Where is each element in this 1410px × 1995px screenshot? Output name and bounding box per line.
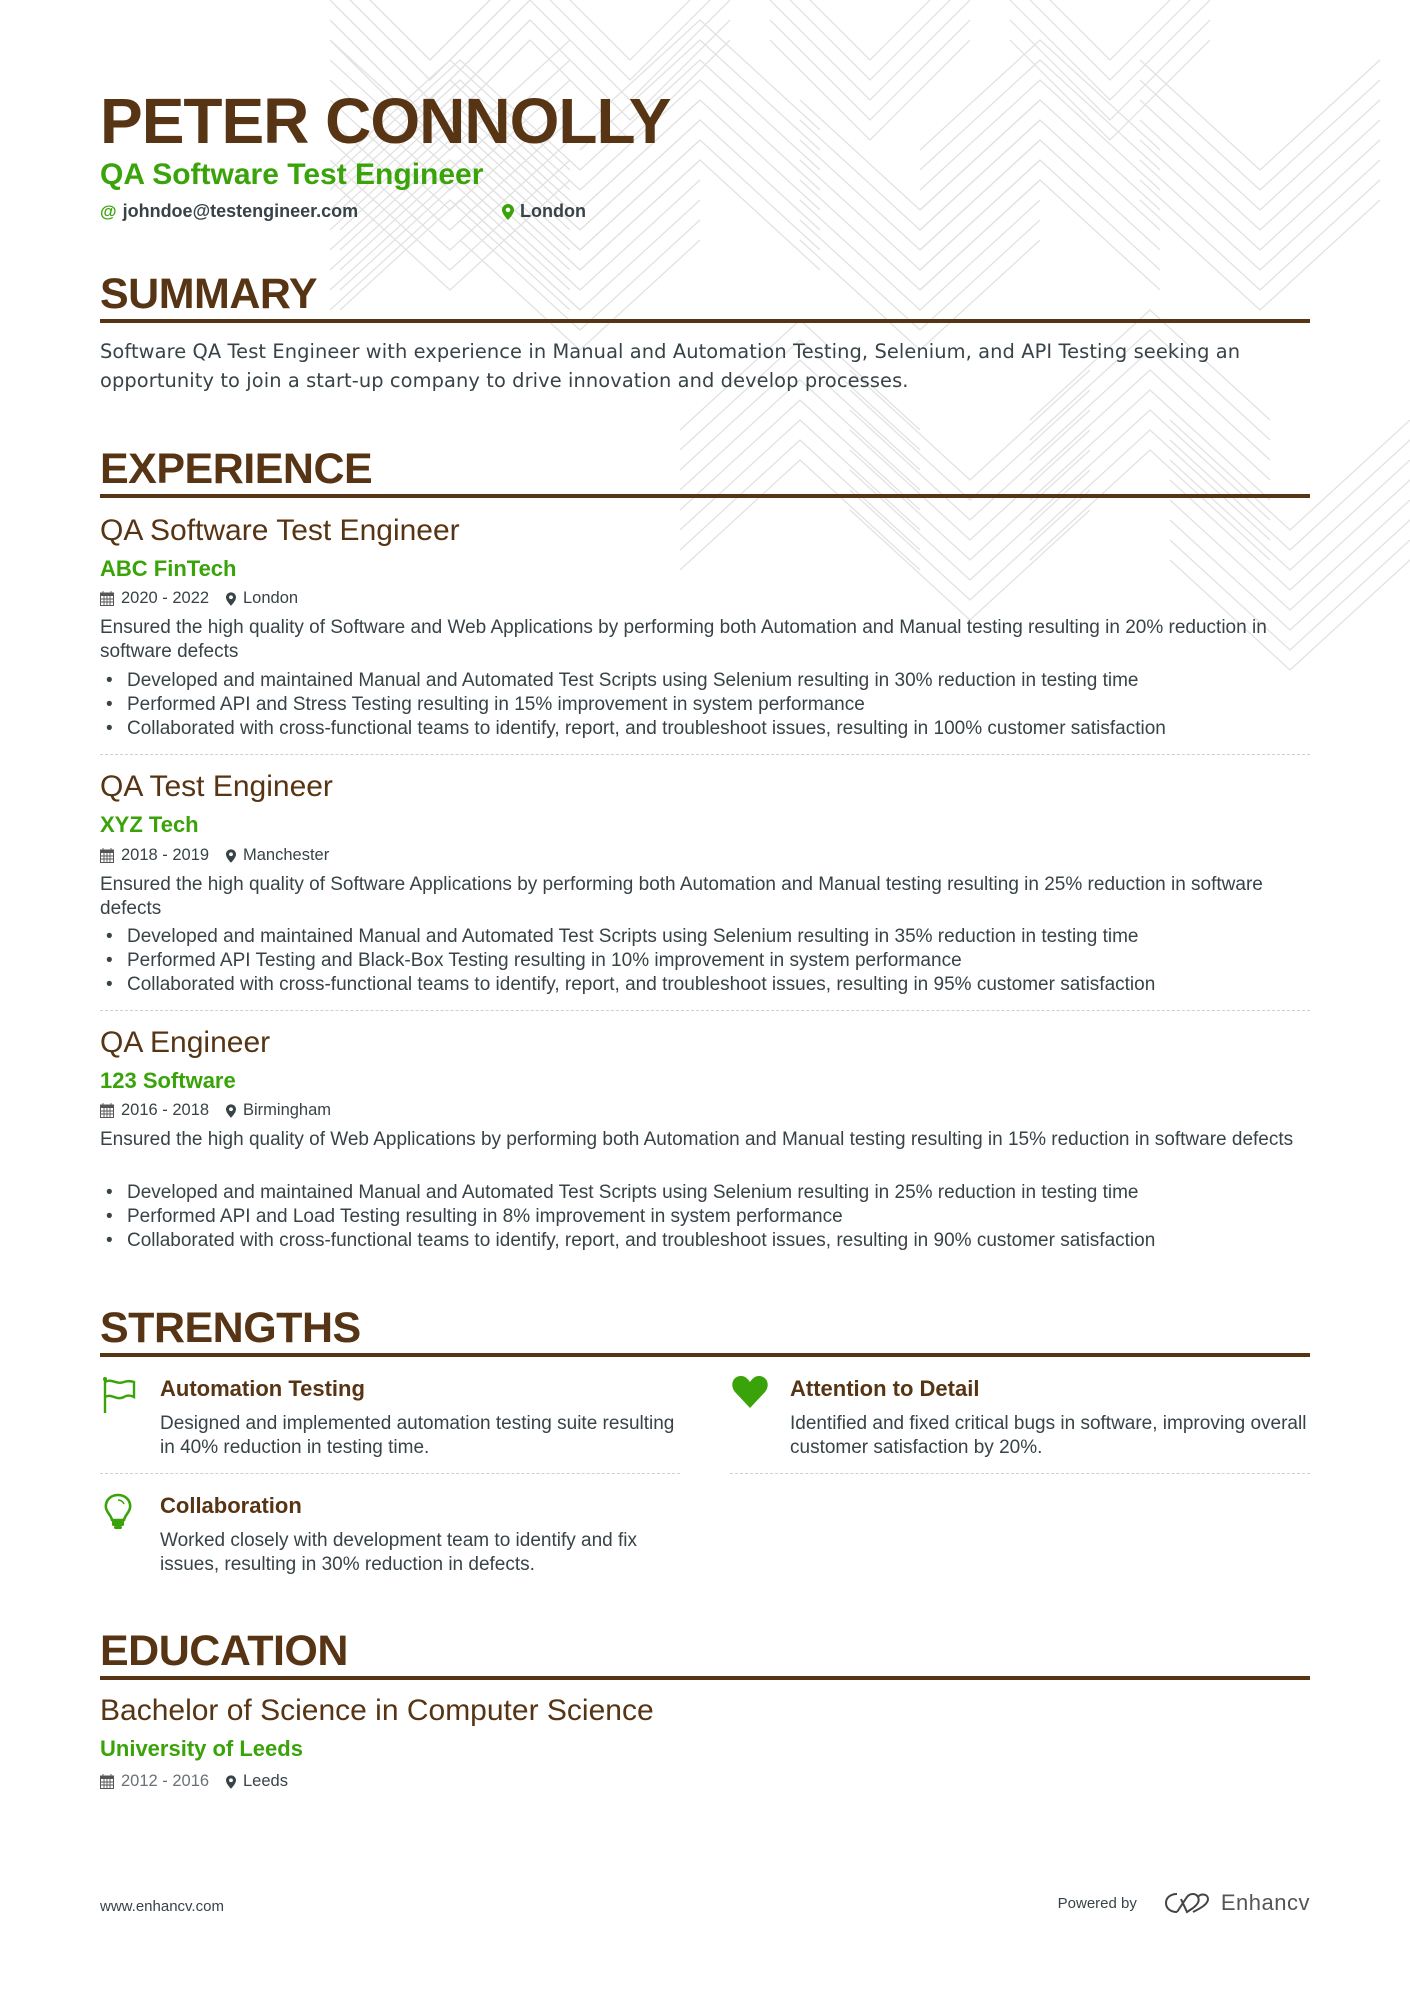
job-bullet: • Developed and maintained Manual and Automated Test Scripts using Selenium resulting in 35% reduction in testing time	[100, 925, 1310, 949]
education-meta	[100, 1772, 288, 1791]
item-divider	[730, 1473, 1310, 1474]
strength-description: Designed and implemented automation testing suite resulting in 40% reduction in testing time.	[160, 1413, 675, 1458]
item-divider	[100, 1010, 1310, 1011]
at-icon: @	[100, 201, 117, 221]
contact-location	[502, 201, 586, 222]
company-name: XYZ Tech	[100, 812, 199, 837]
job-bullets	[100, 1181, 1310, 1253]
candidate-name: PETER CONNOLLY	[100, 85, 671, 157]
job-dates: 2018 - 2019	[100, 846, 226, 865]
strength-title: Automation Testing	[160, 1376, 365, 1401]
job-title: QA Test Engineer	[100, 770, 333, 803]
location-text: London	[520, 201, 586, 221]
job-bullet: • Developed and maintained Manual and Automated Test Scripts using Selenium resulting in 30% reduction in testing time	[100, 669, 1310, 693]
job-meta	[100, 846, 329, 865]
section-title-strengths: STRENGTHS	[100, 1304, 361, 1352]
education-dates: 2012 - 2016	[100, 1772, 226, 1791]
job-bullet: • Performed API and Stress Testing resulting in 15% improvement in system performance	[100, 693, 1310, 717]
job-description: Ensured the high quality of Software and Web Applications by performing both Automation and Manual testing resulting in 20% reduction in software defects	[100, 617, 1267, 662]
job-bullet: • Performed API Testing and Black-Box Testing resulting in 10% improvement in system performance	[100, 949, 1310, 973]
strength-title: Attention to Detail	[790, 1376, 980, 1401]
calendar-icon	[100, 1103, 114, 1118]
resume-page	[100, 0, 1310, 1995]
summary-text: Software QA Test Engineer with experience in Manual and Automation Testing, Selenium, and API Testing seeking an opportunity to join a start-up company to drive innovation and develop processes.	[100, 340, 1241, 392]
job-bullet: • Performed API and Load Testing resulting in 8% improvement in system performance	[100, 1205, 1310, 1229]
job-location: Manchester	[226, 846, 329, 865]
job-dates: 2020 - 2022	[100, 589, 226, 608]
item-divider	[100, 754, 1310, 755]
contact-row	[100, 201, 586, 222]
powered-by-label: Powered by	[1057, 1894, 1137, 1912]
footer-powered-by	[1058, 1890, 1310, 1916]
footer-website-link[interactable]: www.enhancv.com	[100, 1898, 224, 1915]
job-meta	[100, 589, 298, 608]
heart-icon	[730, 1372, 770, 1412]
job-bullet: • Collaborated with cross-functional teams to identify, report, and troubleshoot issues, resulting in 95% customer satisfaction	[100, 973, 1310, 997]
job-title: QA Software Test Engineer	[100, 514, 460, 547]
job-location: London	[226, 589, 298, 608]
job-bullet: • Collaborated with cross-functional teams to identify, report, and troubleshoot issues, resulting in 90% customer satisfaction	[100, 1229, 1310, 1253]
section-rule	[100, 1353, 1310, 1357]
contact-email[interactable]	[100, 201, 502, 222]
job-bullets	[100, 669, 1310, 741]
section-rule	[100, 319, 1310, 323]
job-title: QA Engineer	[100, 1026, 271, 1059]
candidate-headline: QA Software Test Engineer	[100, 158, 484, 191]
job-description: Ensured the high quality of Software Applications by performing both Automation and Manual testing resulting in 25% reduction in software defects	[100, 874, 1263, 919]
job-location: Birmingham	[226, 1101, 331, 1120]
map-pin-icon	[226, 849, 236, 863]
strength-title: Collaboration	[160, 1493, 302, 1518]
map-pin-icon	[226, 1104, 236, 1118]
degree-title: Bachelor of Science in Computer Science	[100, 1694, 654, 1727]
calendar-icon	[100, 591, 114, 606]
education-location: Leeds	[226, 1772, 288, 1791]
section-title-experience: EXPERIENCE	[100, 445, 373, 493]
calendar-icon	[100, 848, 114, 863]
section-rule	[100, 1676, 1310, 1680]
map-pin-icon	[226, 592, 236, 606]
map-pin-icon	[502, 204, 514, 220]
calendar-icon	[100, 1774, 114, 1789]
section-title-summary: SUMMARY	[100, 270, 318, 318]
brand-name: Enhancv	[1220, 1890, 1310, 1915]
job-bullets	[100, 925, 1310, 997]
job-meta	[100, 1101, 331, 1120]
company-name: 123 Software	[100, 1068, 236, 1093]
lightbulb-icon	[102, 1493, 142, 1533]
enhancv-logo[interactable]	[1163, 1890, 1310, 1916]
job-bullet: • Developed and maintained Manual and Automated Test Scripts using Selenium resulting in 25% reduction in testing time	[100, 1181, 1310, 1205]
email-text: johndoe@testengineer.com	[122, 201, 359, 221]
strength-description: Worked closely with development team to identify and fix issues, resulting in 30% reduction in defects.	[160, 1530, 637, 1575]
strength-description: Identified and fixed critical bugs in software, improving overall customer satisfaction by 20%.	[790, 1413, 1307, 1458]
school-name: University of Leeds	[100, 1736, 303, 1761]
company-name: ABC FinTech	[100, 556, 237, 581]
section-title-education: EDUCATION	[100, 1627, 348, 1675]
job-dates: 2016 - 2018	[100, 1101, 226, 1120]
job-bullet: • Collaborated with cross-functional teams to identify, report, and troubleshoot issues, resulting in 100% customer satisfaction	[100, 717, 1310, 741]
enhancv-logo-icon	[1163, 1891, 1211, 1915]
section-rule	[100, 494, 1310, 498]
flag-icon	[100, 1376, 140, 1416]
job-description: Ensured the high quality of Web Applications by performing both Automation and Manual testing resulting in 15% reduction in software defects	[100, 1129, 1294, 1150]
map-pin-icon	[226, 1775, 236, 1789]
item-divider	[100, 1473, 680, 1474]
